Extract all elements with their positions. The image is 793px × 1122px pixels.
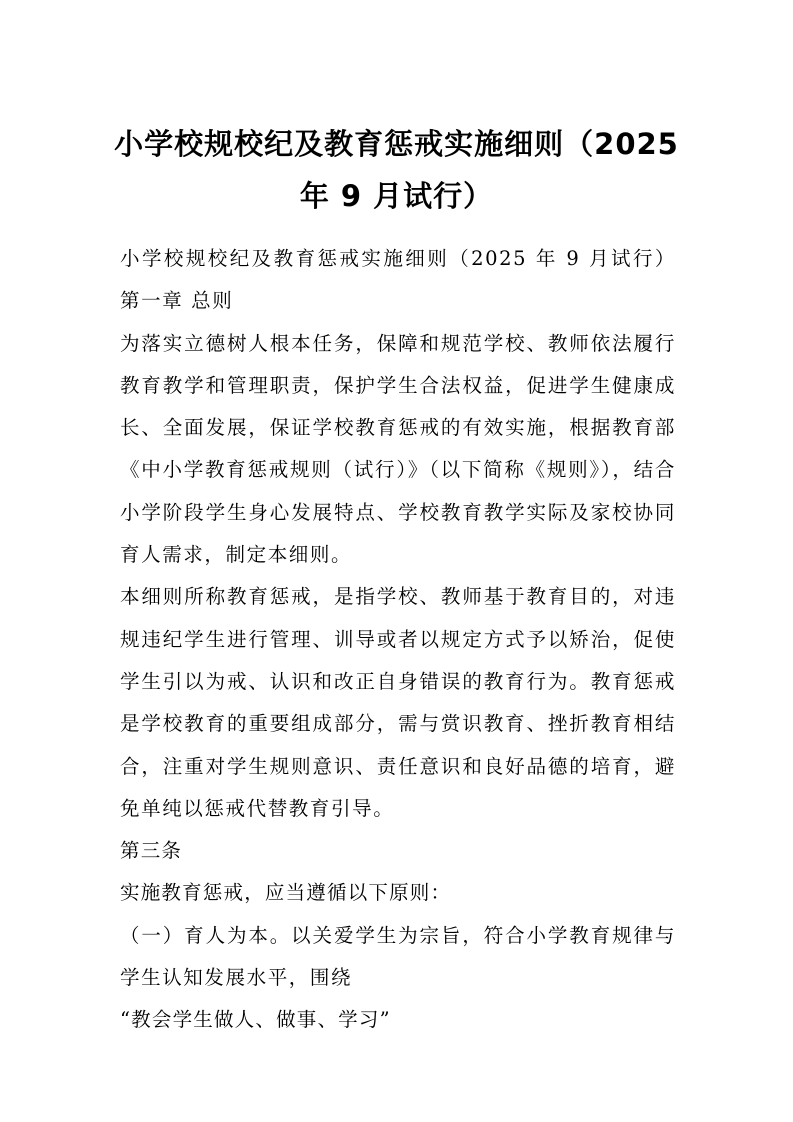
paragraph-chapter-heading: 小学校规校纪及教育惩戒实施细则（2025 年 9 月试行）第一章 总则 [120, 247, 676, 313]
paragraph-purpose: 为落实立德树人根本任务，保障和规范学校、教师依法履行教育教学和管理职责，保护学生合法权益，促进学生健康成长、全面发展，保证学校教育惩戒的有效实施，根据教育部《中小学教育惩戒规则（试行）》（以下简称《规则》），结合小学阶段学生身心发展特点、学校教育教学实际及家校协同育人需求，制定本细则。 [120, 331, 676, 567]
paragraph-quote: “教会学生做人、做事、学习” [120, 1008, 391, 1032]
article-three-heading: 第三条 [120, 839, 183, 863]
document-body [120, 238, 676, 1042]
paragraph-principle-one: （一）育人为本。以关爱学生为宗旨，符合小学教育规律与学生认知发展水平，围绕 [120, 923, 676, 990]
paragraph-definition: 本细则所称教育惩戒，是指学校、教师基于教育目的，对违规违纪学生进行管理、训导或者以规定方式予以矫治，促使学生引以为戒、认识和改正自身错误的教育行为。教育惩戒是学校教育的重要组成部分，需与赏识教育、挫折教育相结合，注重对学生规则意识、责任意识和良好品德的培育，避免单纯以惩戒代替教育引导。 [120, 585, 676, 820]
paragraph-principles-intro: 实施教育惩戒，应当遵循以下原则： [120, 881, 452, 905]
document-title-line-1: 小学校规校纪及教育惩戒实施细则（2025 [114, 127, 679, 161]
document-title-line-2: 年 9 月试行） [299, 179, 494, 213]
